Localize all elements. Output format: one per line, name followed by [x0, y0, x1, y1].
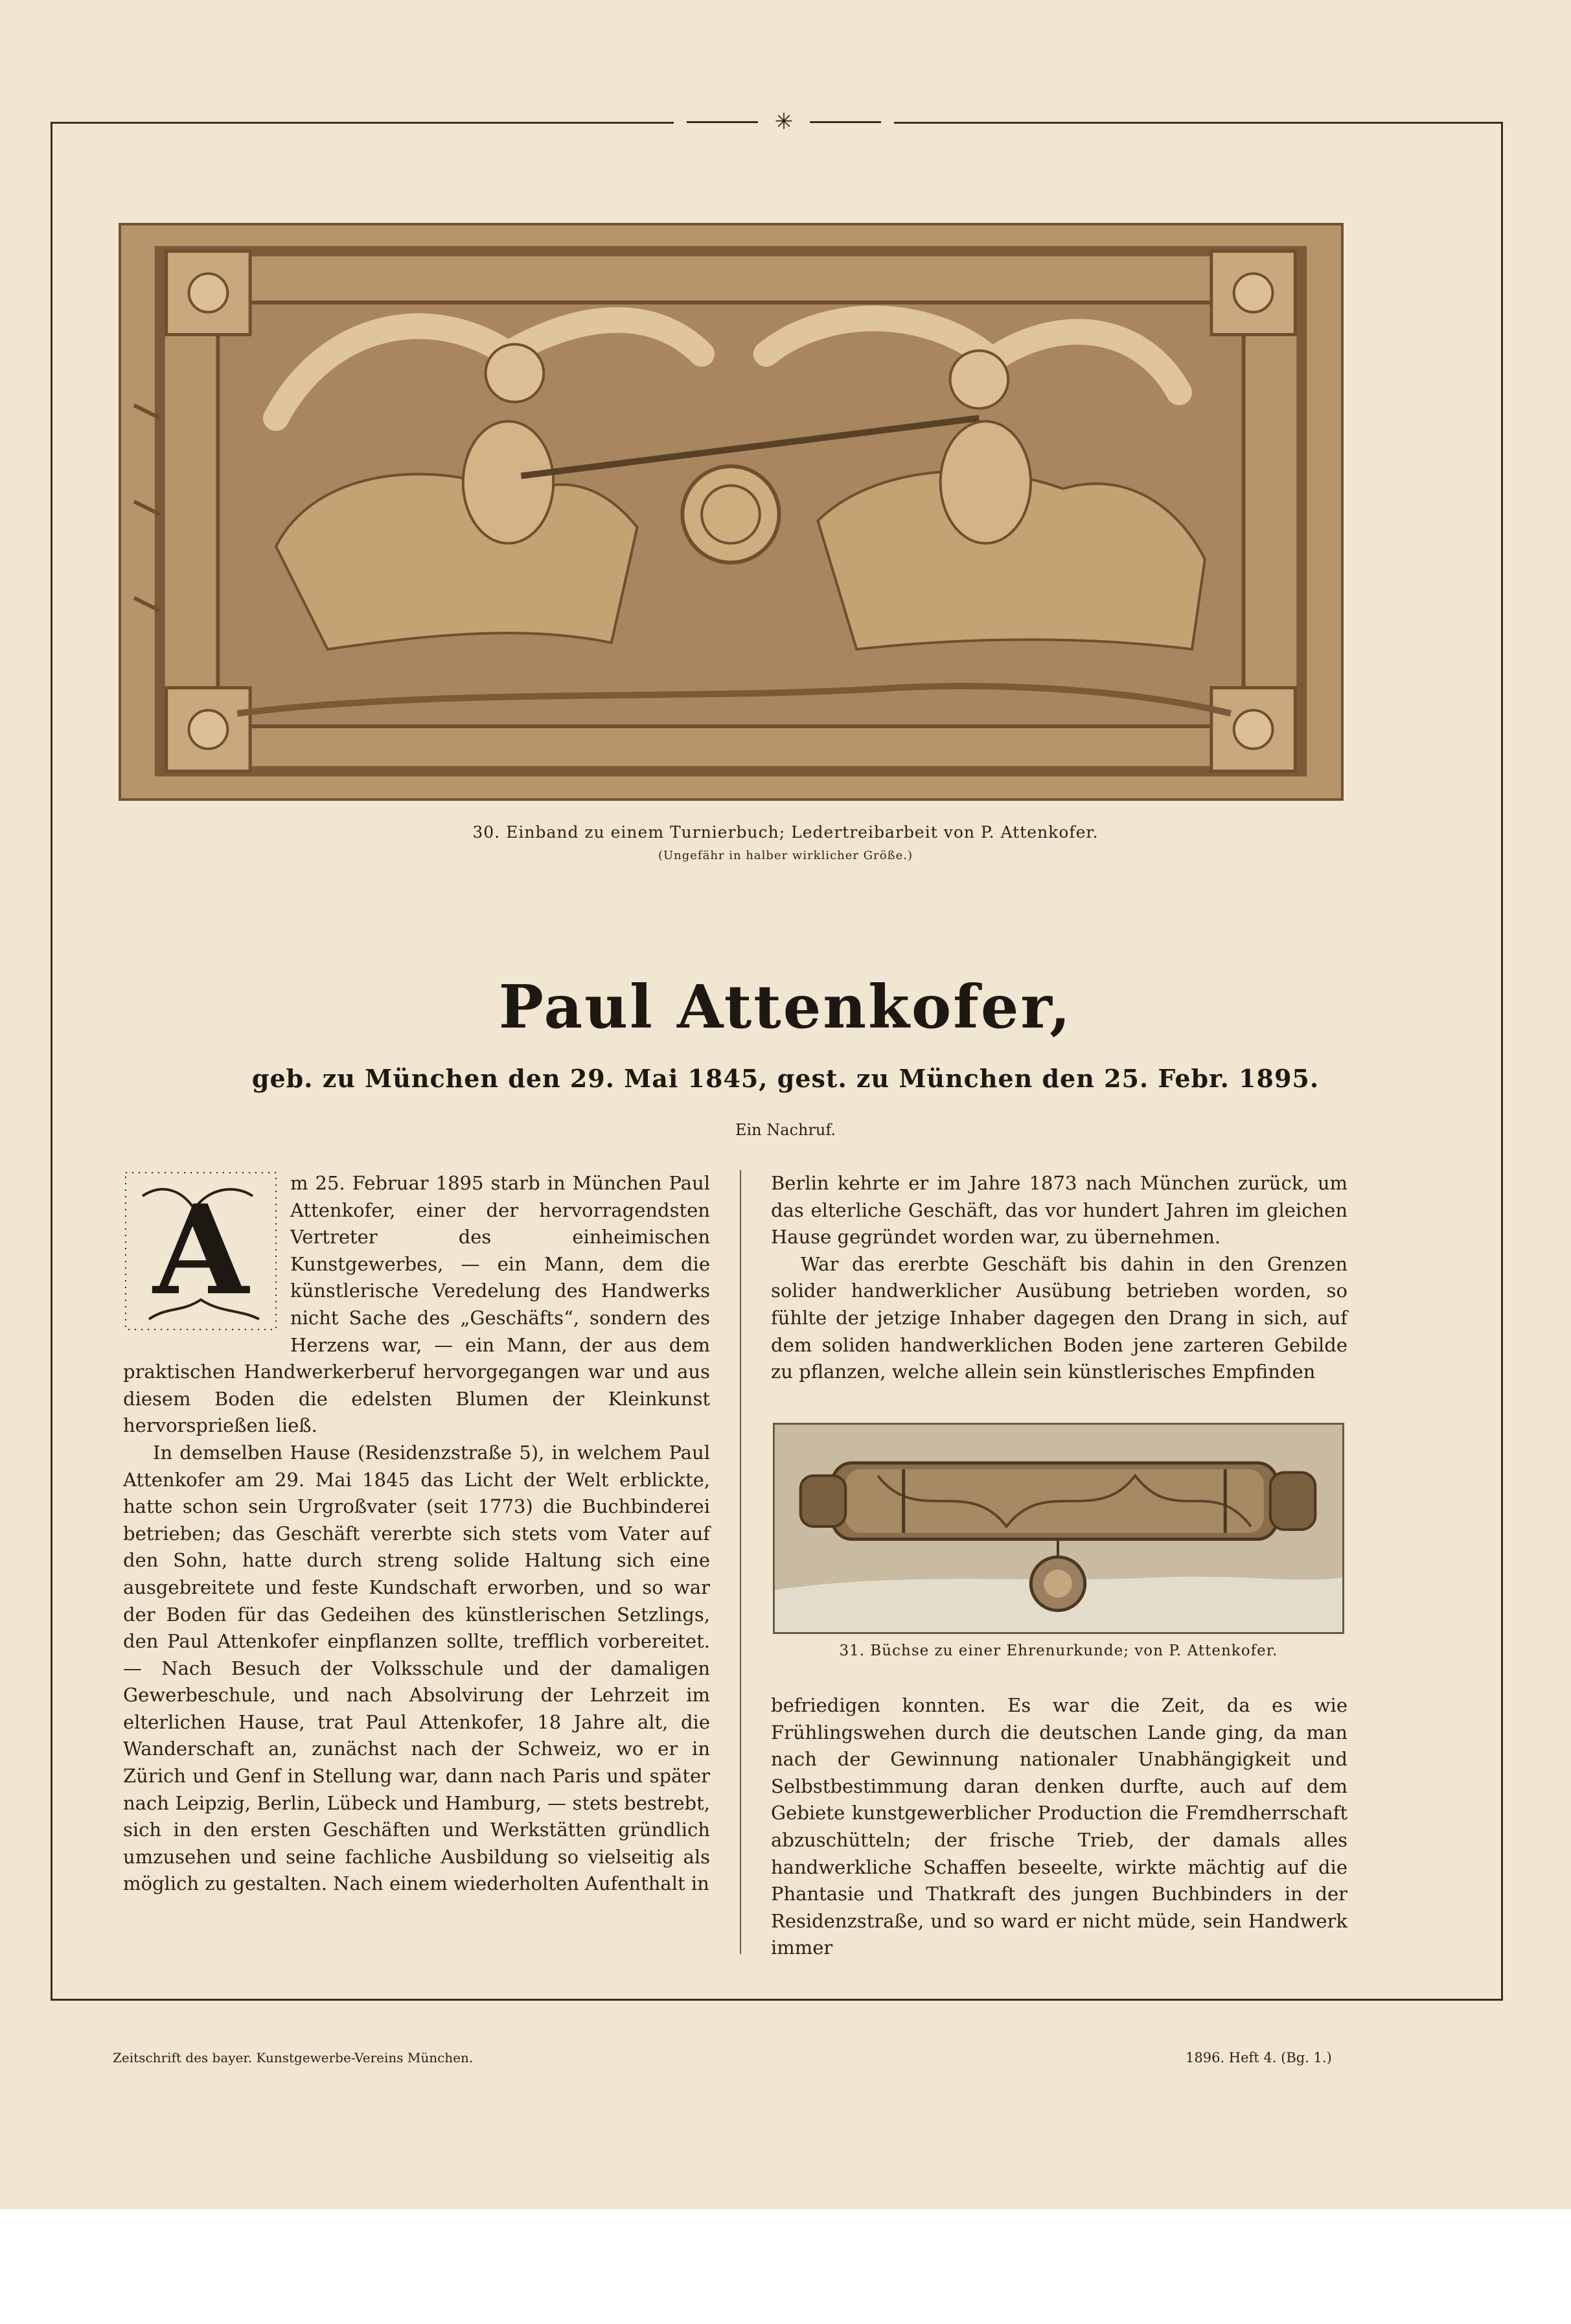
- document-case-image: [773, 1423, 1344, 1634]
- issue-footer: 1896. Heft 4. (Bg. 1.): [1186, 2050, 1332, 2065]
- left-column: [123, 1170, 710, 1898]
- figure-30-caption: 30. Einband zu einem Turnierbuch; Ledertreibarbeit von P. Attenkofer.: [472, 823, 1099, 842]
- right-column-top: [771, 1170, 1347, 1386]
- document-case-illustration: [775, 1425, 1342, 1632]
- paragraph-3: Berlin kehrte er im Jahre 1873 nach München zurück, um das elterliche Geschäft, das vor hundert Jahren im gleichen Hause gegründet worden war, zu übernehmen.: [771, 1172, 1347, 1248]
- ornament-rule-left: [687, 121, 758, 123]
- leather-relief-illustration: [121, 225, 1341, 798]
- journal-footer: Zeitschrift des bayer. Kunstgewerbe-Vereins München.: [113, 2050, 474, 2065]
- drop-cap-letter: A: [153, 1178, 249, 1322]
- frame-ornament: [674, 109, 894, 135]
- figure-30-size-note: (Ungefähr in halber wirklicher Größe.): [658, 849, 913, 862]
- decorative-initial: [123, 1170, 279, 1332]
- article-subtitle: geb. zu München den 29. Mai 1845, gest. zu München den 25. Febr. 1895.: [251, 1064, 1320, 1093]
- paragraph-2: In demselben Hause (Residenzstraße 5), in welchem Paul Attenkofer am 29. Mai 1845 das Licht der Welt erblickte, hatte schon sein Urgroßvater (seit 1773) die Buchbinderei betrieben; das Geschäft vererbte sich stets vom Vater auf den Sohn, hatte durch streng solide Haltung sich eine ausgebreitete und feste Kundschaft erworben, und so war der Boden für das Gedeihen des künstlerischen Setzlings, den Paul Attenkofer einpflanzen sollte, trefflich vorbereitet. — Nach Besuch der Volksschule und der damaligen Gewerbeschule, und nach Absolvirung der Lehrzeit im elterlichen Hause, trat Paul Attenkofer, 18 Jahre alt, die Wanderschaft an, zunächst nach der Schweiz, wo er in Zürich und Genf in Stellung war, dann nach Paris und später nach Leipzig, Berlin, Lübeck und Hamburg, — stets bestrebt, sich in den ersten Geschäften und Werkstätten gründlich umzusehen und seine fachliche Ausbildung so vielseitig als möglich zu gestalten. Nach einem wiederholten Aufenthalt in: [123, 1441, 710, 1895]
- right-column-bottom: [771, 1692, 1347, 1962]
- ornament-rule-right: [810, 121, 881, 123]
- article-kicker: Ein Nachruf.: [735, 1121, 836, 1139]
- paragraph-1-text: m 25. Februar 1895 starb in München Paul Attenkofer, einer der hervorragendsten Vertreter des einheimischen Kunstgewerbes, — ein Mann, dem die künstlerische Veredelung des Handwerks nicht Sache des „Geschäfts“, sondern des Herzens war, — ein Mann, der aus dem praktischen Handwerkerberuf hervorgegangen war und aus diesem Boden die edelsten Blumen der Kleinkunst hervorsprießen ließ.: [123, 1172, 710, 1437]
- paragraph-5: befriedigen konnten. Es war die Zeit, da es wie Frühlingswehen durch die deutschen Lande ging, da man nach der Gewinnung nationaler Unabhängigkeit und Selbstbestimmung daran denken durfte, auch auf dem Gebiete kunstgewerblicher Production die Fremdherrschaft abzuschütteln; der frische Trieb, der damals alles handwerkliche Schaffen beseelte, wirkte mächtig auf die Phantasie und Thatkraft des jungen Buchbinders in der Residenzstraße, und so ward er nicht müde, sein Handwerk immer: [771, 1694, 1347, 1959]
- paragraph-4: War das ererbte Geschäft bis dahin in den Grenzen solider handwerklicher Ausübung betrieben worden, so fühlte der jetzige Inhaber dagegen den Drang in sich, auf dem soliden handwerklichen Boden jene zarteren Gebilde zu pflanzen, welche allein sein künstlerisches Empfinden: [771, 1252, 1347, 1383]
- paragraph-1: [123, 1170, 710, 1440]
- asterisk-ornament-icon: ✳: [774, 109, 794, 135]
- drop-cap-ornament: [123, 1170, 279, 1332]
- article-title: Paul Attenkofer,: [498, 972, 1073, 1042]
- tournament-book-cover-image: [119, 223, 1344, 801]
- figure-31-caption: 31. Büchse zu einer Ehrenurkunde; von P. Attenkofer.: [839, 1642, 1278, 1659]
- digitization-bar: [0, 2209, 1571, 2324]
- column-divider: [740, 1170, 741, 1954]
